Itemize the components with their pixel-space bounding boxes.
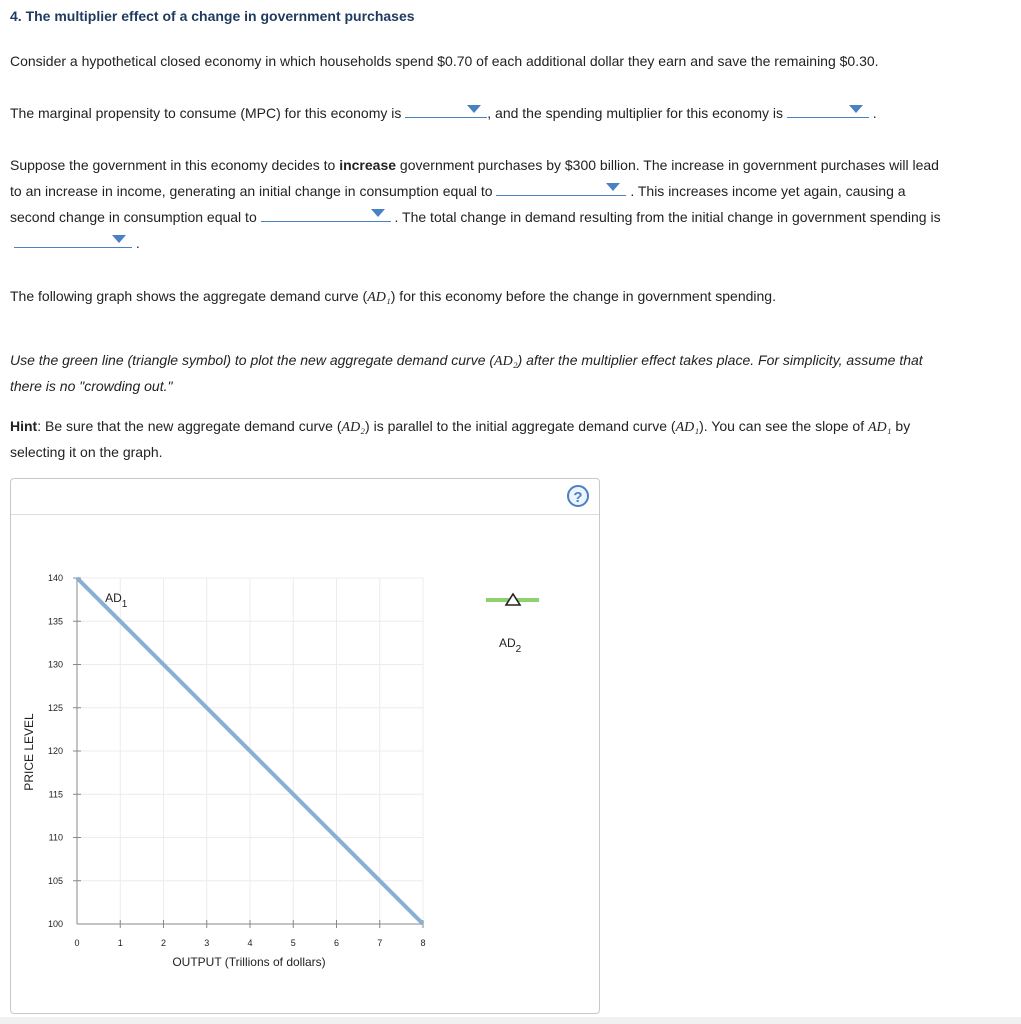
hint-text: by: [895, 418, 911, 434]
mpc-text-2: , and the spending multiplier for this economy is: [487, 105, 783, 121]
govt-text: . The total change in demand resulting from the initial change in government spending is: [394, 209, 941, 225]
y-tick-label: 100: [47, 919, 63, 929]
y-tick-label: 115: [48, 789, 63, 800]
govt-text: Suppose the government in this economy decides to: [10, 157, 336, 173]
ad1-symbol: AD₁: [675, 420, 700, 435]
intro-text: Consider a hypothetical closed economy in which households spend $0.70 of each additional dollar they earn and save the remaining $0.30.: [10, 53, 879, 69]
ad1-symbol: AD₁: [868, 420, 892, 435]
x-axis-label: OUTPUT (Trillions of dollars): [172, 955, 326, 969]
ad2-symbol: AD₂: [494, 354, 518, 369]
x-tick-label: 6: [333, 938, 340, 948]
govt-text: second change in consumption equal to: [10, 209, 257, 225]
ad1-label-sub: 1: [121, 599, 128, 611]
mpc-text-1: The marginal propensity to consume (MPC) for this economy is: [10, 105, 402, 121]
ad1-label: $AD_1$: [105, 591, 128, 611]
x-tick-label: 7: [377, 938, 383, 948]
hint-text: ) is parallel to the initial aggregate demand curve (: [365, 418, 676, 434]
hint-text: : Be sure that the new aggregate demand curve (: [37, 418, 342, 434]
y-tick-label: 105: [47, 875, 63, 886]
govt-text: government purchases by $300 billion. The increase in government purchases will lead: [399, 157, 939, 173]
instruction-line-2: there is no "crowding out.": [10, 378, 173, 394]
y-tick-label: 110: [48, 832, 63, 843]
x-tick-label: 8: [420, 938, 426, 948]
y-tick-label: 120: [47, 746, 63, 756]
y-tick-label: 130: [47, 659, 63, 670]
ad2-label: $AD_2$: [499, 636, 522, 655]
ad1-symbol: AD₁: [367, 290, 391, 305]
instruction-text: ) after the multiplier effect takes place. For simplicity, assume that: [517, 352, 923, 368]
palette: [486, 594, 539, 655]
help-icon[interactable]: ?: [567, 485, 589, 507]
y-axis-label: PRICE LEVEL: [22, 713, 36, 791]
graph-intro-text: The following graph shows the aggregate demand curve (: [10, 288, 368, 304]
ticks: [48, 573, 426, 948]
y-tick-label: 140: [47, 573, 63, 583]
govt-text: to an increase in income, generating an initial change in consumption equal to: [10, 183, 493, 199]
hint-label: Hint: [10, 418, 38, 434]
ad2-symbol: AD₂: [341, 420, 366, 435]
y-tick-label: 135: [47, 616, 63, 627]
govt-bold-increase: increase: [339, 157, 397, 173]
hint-text: ). You can see the slope of: [699, 418, 865, 434]
graph-intro-text: ) for this economy before the change in government spending.: [390, 288, 776, 304]
x-tick-label: 4: [247, 938, 253, 948]
x-tick-label: 3: [204, 938, 210, 948]
x-tick-label: 1: [117, 938, 123, 948]
bottom-strip: [0, 1017, 1021, 1024]
hint-line-2: selecting it on the graph.: [10, 444, 163, 460]
ad2-label-sub: 2: [515, 644, 522, 655]
y-tick-label: 125: [47, 702, 63, 713]
question-title: 4. The multiplier effect of a change in government purchases: [10, 8, 415, 24]
govt-text: .: [135, 235, 140, 251]
x-tick-label: 5: [290, 938, 296, 948]
mpc-text-3: .: [872, 105, 877, 121]
instruction-text: Use the green line (triangle symbol) to plot the new aggregate demand curve (: [10, 352, 495, 368]
x-tick-label: 0: [74, 938, 80, 948]
x-tick-label: 2: [160, 938, 167, 948]
govt-text: . This increases income yet again, causing a: [630, 183, 906, 199]
